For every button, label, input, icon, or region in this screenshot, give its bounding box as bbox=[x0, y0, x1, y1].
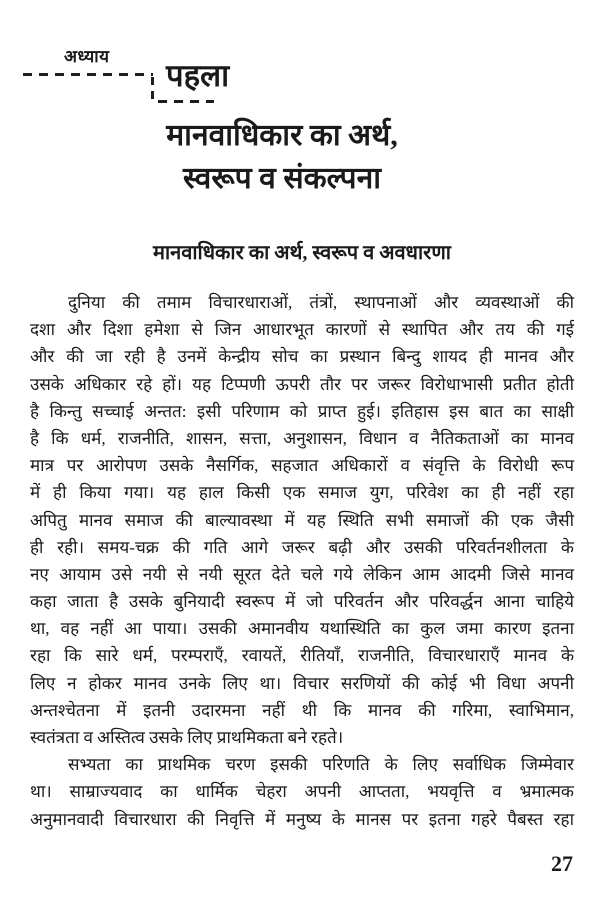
body-line: अन्तश्चेतना में इतनी उदारमना नहीं थी कि मानव की गरिमा, स्वाभिमान, bbox=[30, 700, 574, 720]
body-line: था, वह नहीं आ पाया। उसकी अमानवीय यथास्थिति का कुल जमा कारण इतना bbox=[30, 619, 574, 639]
body-line: दशा और दिशा हमेशा से जिन आधारभूत कारणों से स्थापित और तय की गई bbox=[30, 320, 574, 340]
chapter-number: पहला bbox=[166, 58, 230, 93]
chapter-label: अध्याय bbox=[64, 47, 110, 66]
page-title-line2: स्वरूप व संकल्पना bbox=[182, 162, 382, 195]
page-title bbox=[30, 114, 574, 200]
body-line: उसके अधिकार रहे हों। यह टिप्पणी ऊपरी तौर पर जरूर विरोधाभासी प्रतीत होती bbox=[30, 374, 574, 394]
body-line: लिए न होकर मानव उनके लिए था। विचार सरणियों की कोई भी विधा अपनी bbox=[30, 673, 574, 693]
body-line: और की जा रही है उनमें केन्द्रीय सोच का प्रस्थान बिन्दु शायद ही मानव और bbox=[30, 347, 574, 367]
body-text bbox=[30, 289, 574, 833]
body-line: है किन्तु सच्चाई अन्तत: इसी परिणाम को प्राप्त हुई। इतिहास इस बात का साक्षी bbox=[30, 401, 574, 421]
body-line: स्वतंत्रता व अस्तित्व उसके लिए प्राथमिकता बने रहते। bbox=[30, 728, 344, 747]
body-line: अपितु मानव समाज की बाल्यावस्था में यह स्थिति सभी समाजों की एक जैसी bbox=[30, 510, 574, 530]
dashed-rule-vertical bbox=[151, 77, 154, 104]
body-line: ही रही। समय-चक्र की गति आगे जरूर बढ़ी और उसकी परिवर्तनशीलता के bbox=[30, 537, 574, 557]
body-line: दुनिया की तमाम विचारधाराओं, तंत्रों, स्थापनाओं और व्यवस्थाओं की bbox=[68, 293, 574, 312]
body-line: है कि धर्म, राजनीति, शासन, सत्ता, अनुशासन, विधान व नैतिकताओं का मानव bbox=[30, 428, 574, 448]
body-line: रहा कि सारे धर्म, परम्पराएँ, रवायतें, रीतियाँ, राजनीति, विचारधाराएँ मानव के bbox=[30, 646, 574, 666]
dashed-rule-bottom bbox=[158, 100, 214, 103]
page-number: 27 bbox=[551, 851, 573, 876]
body-line: नए आयाम उसे नयी से नयी सूरत देते चले गये लेकिन आम आदमी जिसे मानव bbox=[30, 564, 574, 584]
dashed-rule-top bbox=[23, 73, 153, 76]
body-line: था। साम्राज्यवाद का धार्मिक चेहरा अपनी आप्तता, भयवृत्ति व भ्रमात्मक bbox=[30, 782, 574, 802]
body-line: मात्र पर आरोपण उसके नैसर्गिक, सहजात अधिकारों व संवृत्ति के विरोधी रूप bbox=[30, 456, 574, 476]
section-heading: मानवाधिकार का अर्थ, स्वरूप व अवधारणा bbox=[153, 242, 451, 264]
body-line: कहा जाता है उसके बुनियादी स्वरूप में जो परिवर्तन और परिवर्द्धन आना चाहिये bbox=[30, 592, 574, 612]
page-title-line1: मानवाधिकार का अर्थ, bbox=[166, 119, 398, 152]
body-line: अनुमानवादी विचारधारा की निवृत्ति में मनुष्य के मानस पर इतना गहरे पैबस्त रहा bbox=[30, 809, 574, 829]
body-line: में ही किया गया। यह हाल किसी एक समाज युग, परिवेश का ही नहीं रहा bbox=[30, 483, 574, 503]
body-line: सभ्यता का प्राथमिक चरण इसकी परिणति के लिए सर्वाधिक जिम्मेवार bbox=[68, 755, 574, 775]
